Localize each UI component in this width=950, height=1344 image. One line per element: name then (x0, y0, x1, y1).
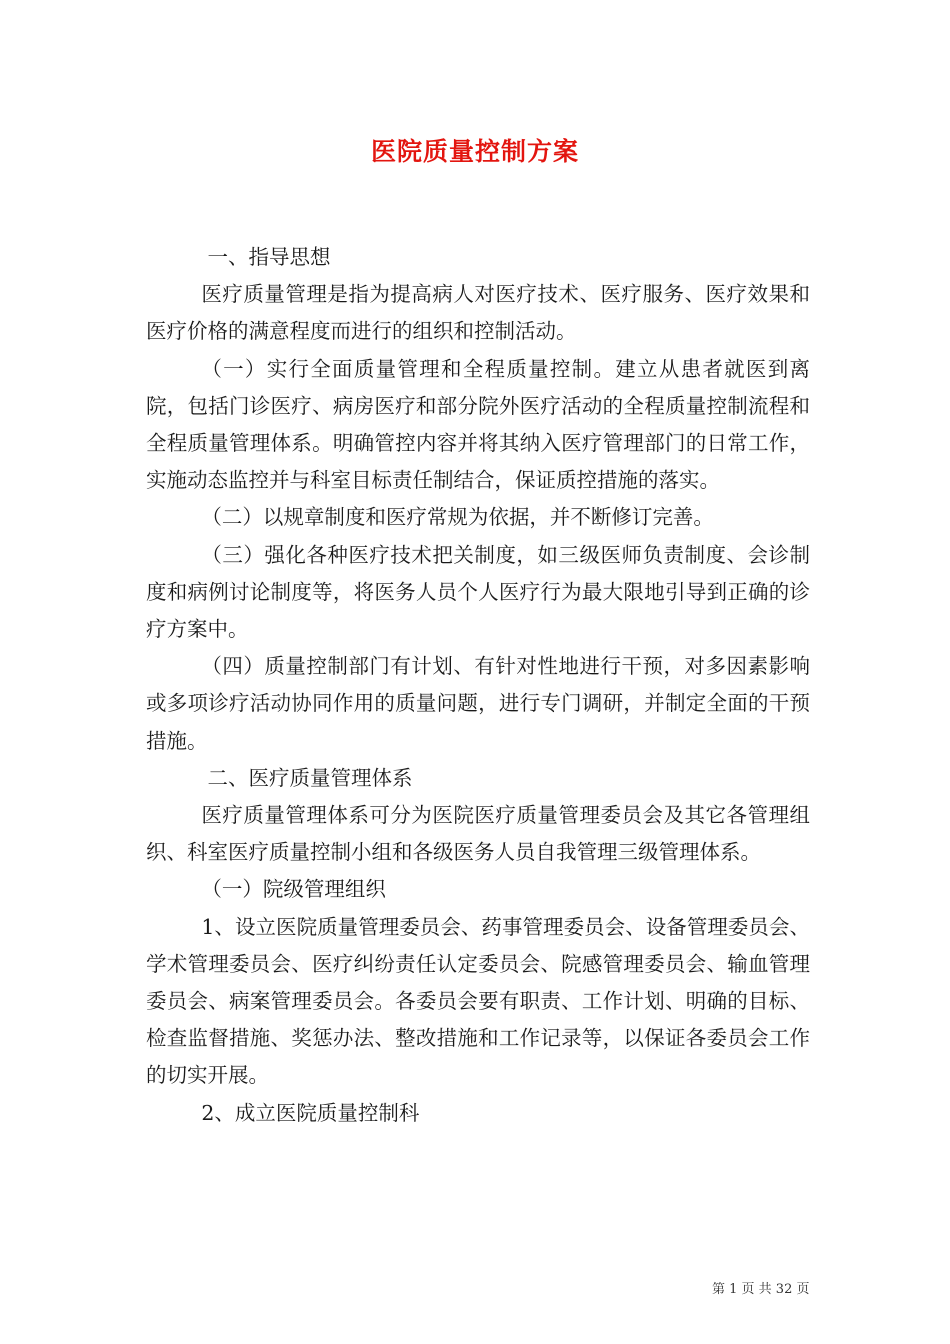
document-title: 医院质量控制方案 (370, 137, 579, 166)
paragraph: （一）实行全面质量管理和全程质量控制。建立从患者就医到离院，包括门诊医疗、病房医疗和部分院外医疗活动的全程质量控制流程和全程质量管理体系。明确管控内容并将其纳入医疗管理部门的日常工作，实施动态监控并与科室目标责任制结合，保证质控措施的落实。 (146, 356, 810, 493)
document-body (146, 239, 810, 1132)
paragraph: 2、成立医院质量控制科 (201, 1100, 420, 1125)
paragraph: （二）以规章制度和医疗常规为依据，并不断修订完善。 (201, 505, 714, 530)
paragraph: （四）质量控制部门有计划、有针对性地进行干预，对多因素影响或多项诊疗活动协同作用的质量问题，进行专门调研，并制定全面的干预措施。 (146, 654, 810, 753)
paragraph: 医疗质量管理体系可分为医院医疗质量管理委员会及其它各管理组织、科室医疗质量控制小组和各级医务人员自我管理三级管理体系。 (146, 803, 810, 865)
subsection-heading: （一）院级管理组织 (201, 877, 386, 902)
paragraph: 1、设立医院质量管理委员会、药事管理委员会、设备管理委员会、学术管理委员会、医疗纠纷责任认定委员会、院感管理委员会、输血管理委员会、病案管理委员会。各委员会要有职责、工作计划、明确的目标、检查监督措施、奖惩办法、整改措施和工作记录等，以保证各委员会工作的切实开展。 (146, 914, 810, 1088)
page-number: 第 1 页 共 32 页 (712, 1282, 810, 1297)
section-heading: 二、医疗质量管理体系 (207, 765, 413, 790)
section-heading: 一、指导思想 (207, 245, 331, 269)
paragraph: （三）强化各种医疗技术把关制度，如三级医师负责制度、会诊制度和病例讨论制度等，将医务人员个人医疗行为最大限地引导到正确的诊疗方案中。 (146, 542, 810, 642)
paragraph: 医疗质量管理是指为提高病人对医疗技术、医疗服务、医疗效果和医疗价格的满意程度而进行的组织和控制活动。 (146, 282, 810, 344)
